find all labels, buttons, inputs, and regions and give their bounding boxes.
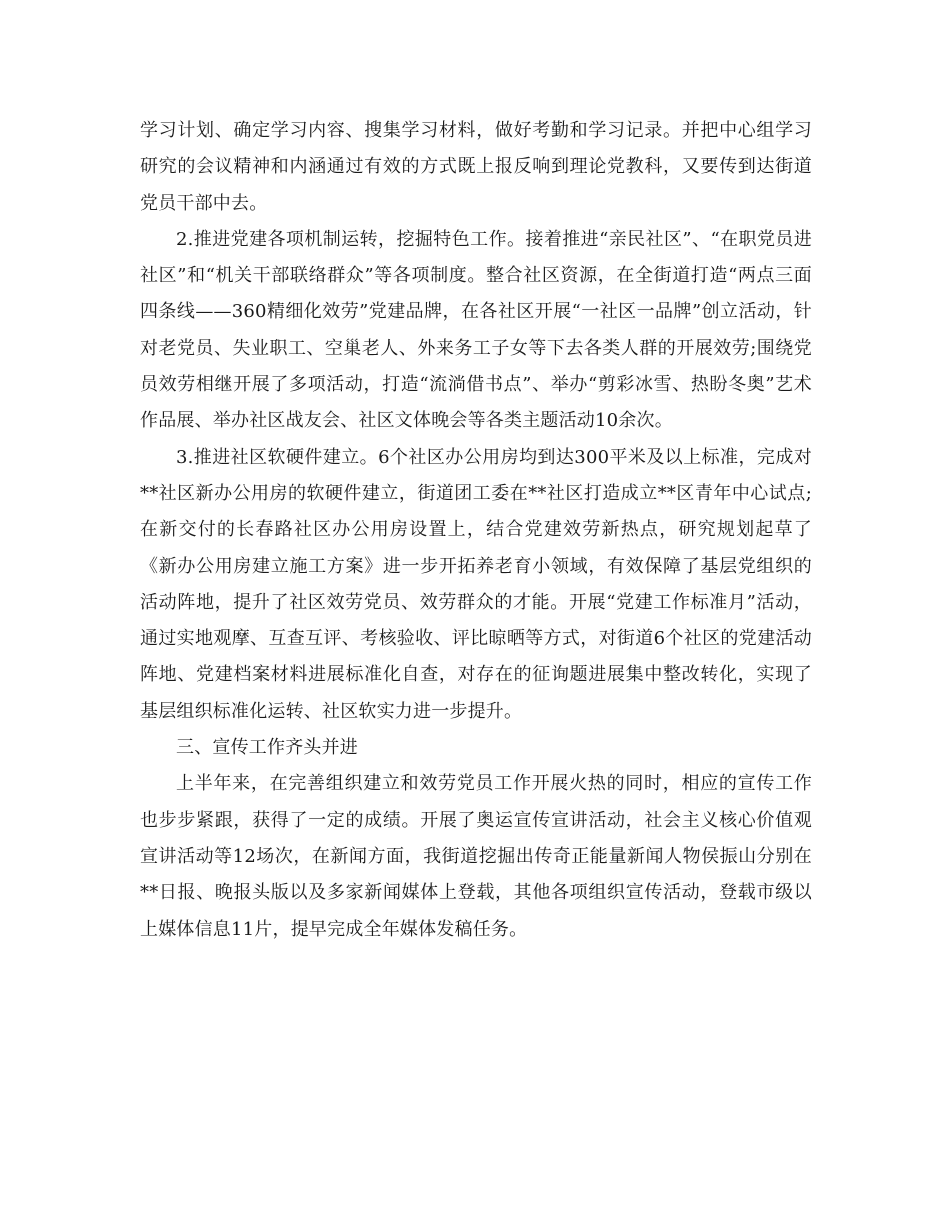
- paragraph-continuation: 学习计划、确定学习内容、搜集学习材料，做好考勤和学习记录。并把中心组学习研究的会议精神和内涵通过有效的方式既上报反响到理论党教科，又要传到达街道党员干部中去。: [140, 120, 812, 214]
- paragraph-item-3: 3.推进社区软硬件建立。6个社区办公用房均到达300平米及以上标准，完成对**社区新办公用房的软硬件建立，街道团工委在**社区打造成立**区青年中心试点;在新交付的长春路社区办公用房设置上，结合党建效劳新热点，研究规划起草了《新办公用房建立施工方案》进一步开拓养老育小领域，有效保障了基层党组织的活动阵地，提升了社区效劳党员、效劳群众的才能。开展“党建工作标准月”活动，通过实地观摩、互查互评、考核验收、评比晾晒等方式，对街道6个社区的党建活动阵地、党建档案材料进展标准化自查，对存在的征询题进展集中整改转化，实现了基层组织标准化运转、社区软实力进一步提升。: [140, 446, 812, 722]
- document-body: [140, 113, 812, 948]
- paragraph-item-2: 2.推进党建各项机制运转，挖掘特色工作。接着推进“亲民社区”、“在职党员进社区”和“机关干部联络群众”等各项制度。整合社区资源，在全街道打造“两点三面四条线——360精细化效劳”党建品牌，在各社区开展“一社区一品牌”创立活动，针对老党员、失业职工、空巢老人、外来务工子女等下去各类人群的开展效劳;围绕党员效劳相继开展了多项活动，打造“流淌借书点”、举办“剪彩冰雪、热盼冬奥”艺术作品展、举办社区战友会、社区文体晚会等各类主题活动10余次。: [140, 228, 812, 432]
- paragraph-publicity: 上半年来，在完善组织建立和效劳党员工作开展火热的同时，相应的宣传工作也步步紧跟，获得了一定的成绩。开展了奥运宣传宣讲活动，社会主义核心价值观宣讲活动等12场次，在新闻方面，我街道挖掘出传奇正能量新闻人物侯振山分别在**日报、晚报头版以及多家新闻媒体上登载，其他各项组织宣传活动，登载市级以上媒体信息11片，提早完成全年媒体发稿任务。: [140, 773, 812, 940]
- section-heading: 三、宣传工作齐头并进: [176, 737, 358, 759]
